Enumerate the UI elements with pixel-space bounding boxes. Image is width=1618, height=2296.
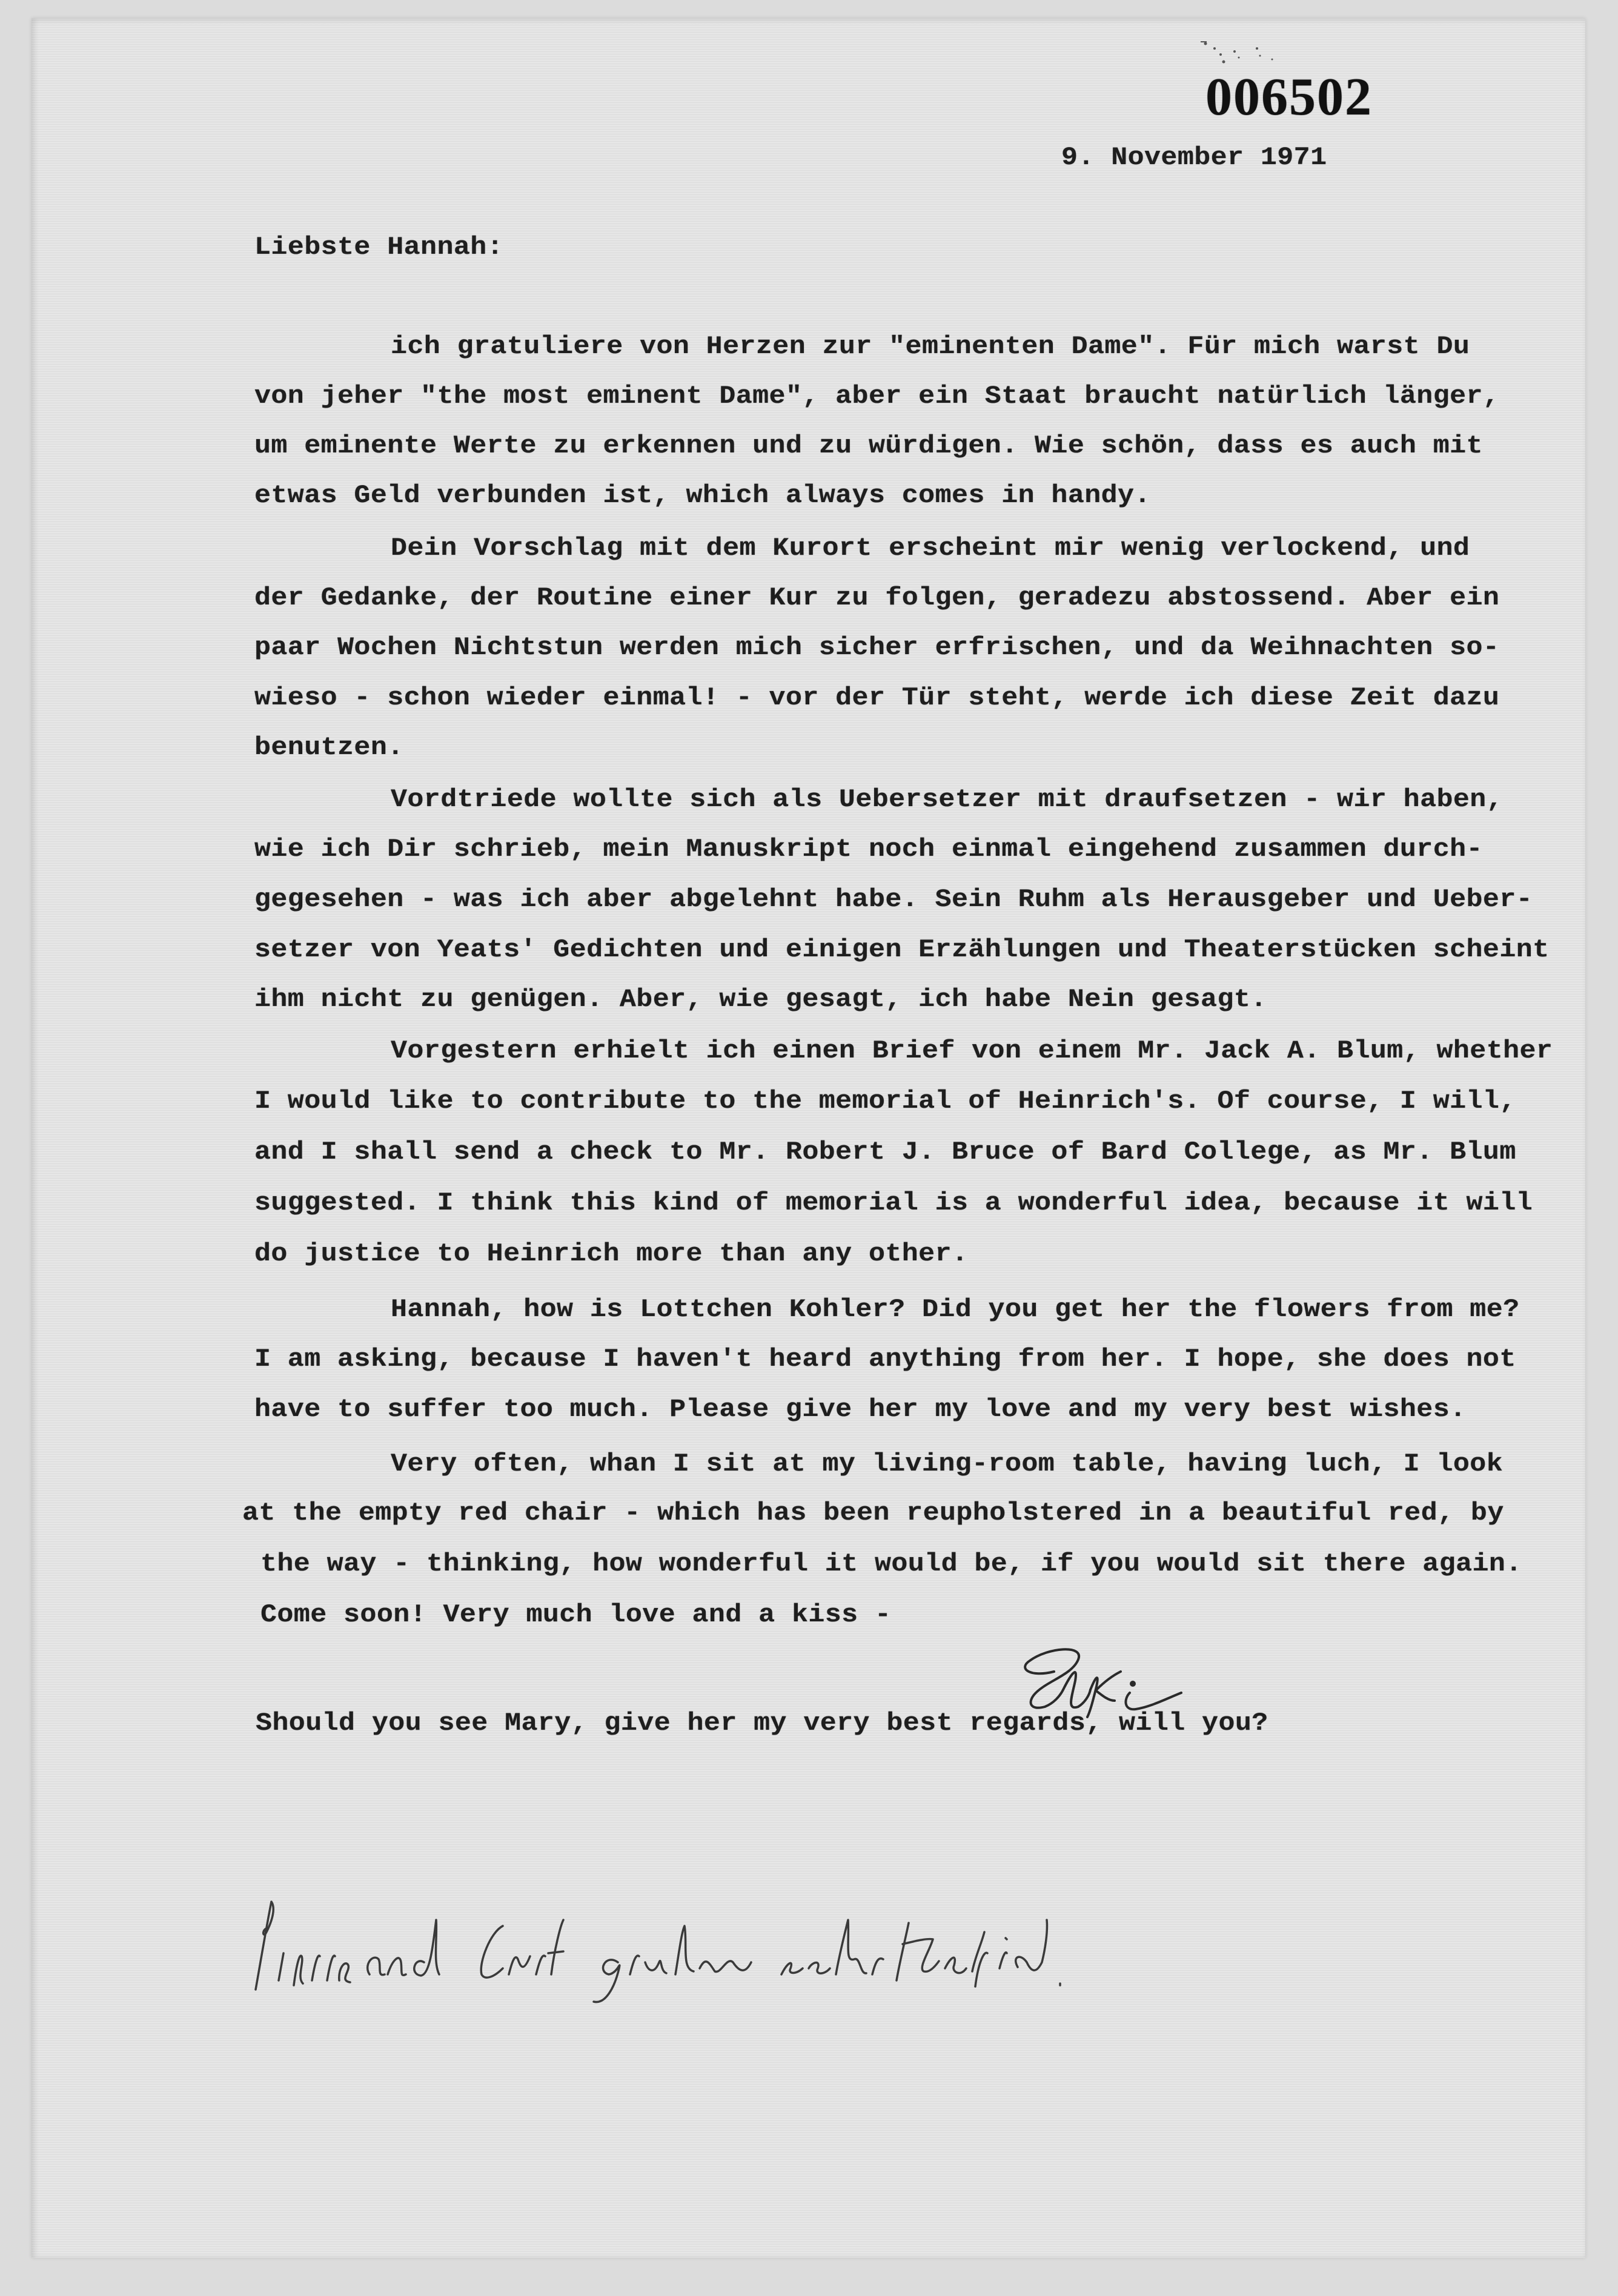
text-line: at the empty red chair - which has been reupholstered in a beautiful red, by	[242, 1499, 1504, 1527]
text-line: ihm nicht zu genügen. Aber, wie gesagt, ich habe Nein gesagt.	[254, 985, 1267, 1014]
text-line: um eminente Werte zu erkennen und zu würdigen. Wie schön, dass es auch mit	[254, 432, 1483, 460]
text-line: setzer von Yeats' Gedichten und einigen Erzählungen und Theaterstücken scheint	[254, 936, 1550, 964]
salutation: Liebste Hannah:	[254, 233, 504, 262]
text-line: wie ich Dir schrieb, mein Manuskript noch einmal eingehend zusammen durch-	[254, 835, 1483, 864]
text-line: have to suffer too much. Please give her my love and my very best wishes.	[254, 1395, 1467, 1424]
postscript: Should you see Mary, give her my very best regards, will you?	[256, 1709, 1268, 1738]
text-line: von jeher "the most eminent Dame", aber ein Staat braucht natürlich länger,	[254, 382, 1500, 411]
text-line: ich gratuliere von Herzen zur "eminenten Dame". Für mich warst Du	[391, 332, 1470, 361]
text-line: paar Wochen Nichtstun werden mich sicher erfrischen, und da Weihnachten so-	[254, 634, 1500, 662]
text-line: etwas Geld verbunden ist, which always comes in handy.	[254, 481, 1151, 510]
text-line: wieso - schon wieder einmal! - vor der Tür steht, werde ich diese Zeit dazu	[254, 684, 1500, 712]
letter-date: 9. November 1971	[1061, 144, 1327, 172]
handwritten-note	[248, 1896, 1520, 2017]
text-line: Come soon! Very much love and a kiss -	[260, 1601, 892, 1629]
text-line: Hannah, how is Lottchen Kohler? Did you get her the flowers from me?	[391, 1295, 1520, 1324]
text-line: Dein Vorschlag mit dem Kurort erscheint mir wenig verlockend, und	[391, 534, 1470, 563]
text-line: der Gedanke, der Routine einer Kur zu folgen, geradezu abstossend. Aber ein	[254, 584, 1500, 612]
text-line: I am asking, because I haven't heard anything from her. I hope, she does not	[254, 1345, 1516, 1374]
text-line: benutzen.	[254, 733, 404, 762]
text-line: Very often, whan I sit at my living-room table, having luch, I look	[391, 1450, 1504, 1478]
text-line: do justice to Heinrich more than any other.	[254, 1240, 969, 1268]
text-line: Vordtriede wollte sich als Uebersetzer mit draufsetzen - wir haben,	[391, 786, 1504, 814]
text-line: gegesehen - was ich aber abgelehnt habe. Sein Ruhm als Herausgeber und Ueber-	[254, 885, 1533, 914]
text-line: and I shall send a check to Mr. Robert J. Bruce of Bard College, as Mr. Blum	[254, 1138, 1516, 1166]
text-line: I would like to contribute to the memorial of Heinrich's. Of course, I will,	[254, 1087, 1516, 1116]
handwritten-signature	[1006, 1635, 1187, 1720]
text-line: the way - thinking, how wonderful it would be, if you would sit there again.	[260, 1550, 1522, 1578]
archive-number: 006502	[1205, 68, 1373, 127]
archive-stamp-specks	[1187, 30, 1308, 67]
text-line: Vorgestern erhielt ich einen Brief von einem Mr. Jack A. Blum, whether	[391, 1037, 1553, 1065]
text-line: suggested. I think this kind of memorial is a wonderful idea, because it will	[254, 1189, 1533, 1217]
